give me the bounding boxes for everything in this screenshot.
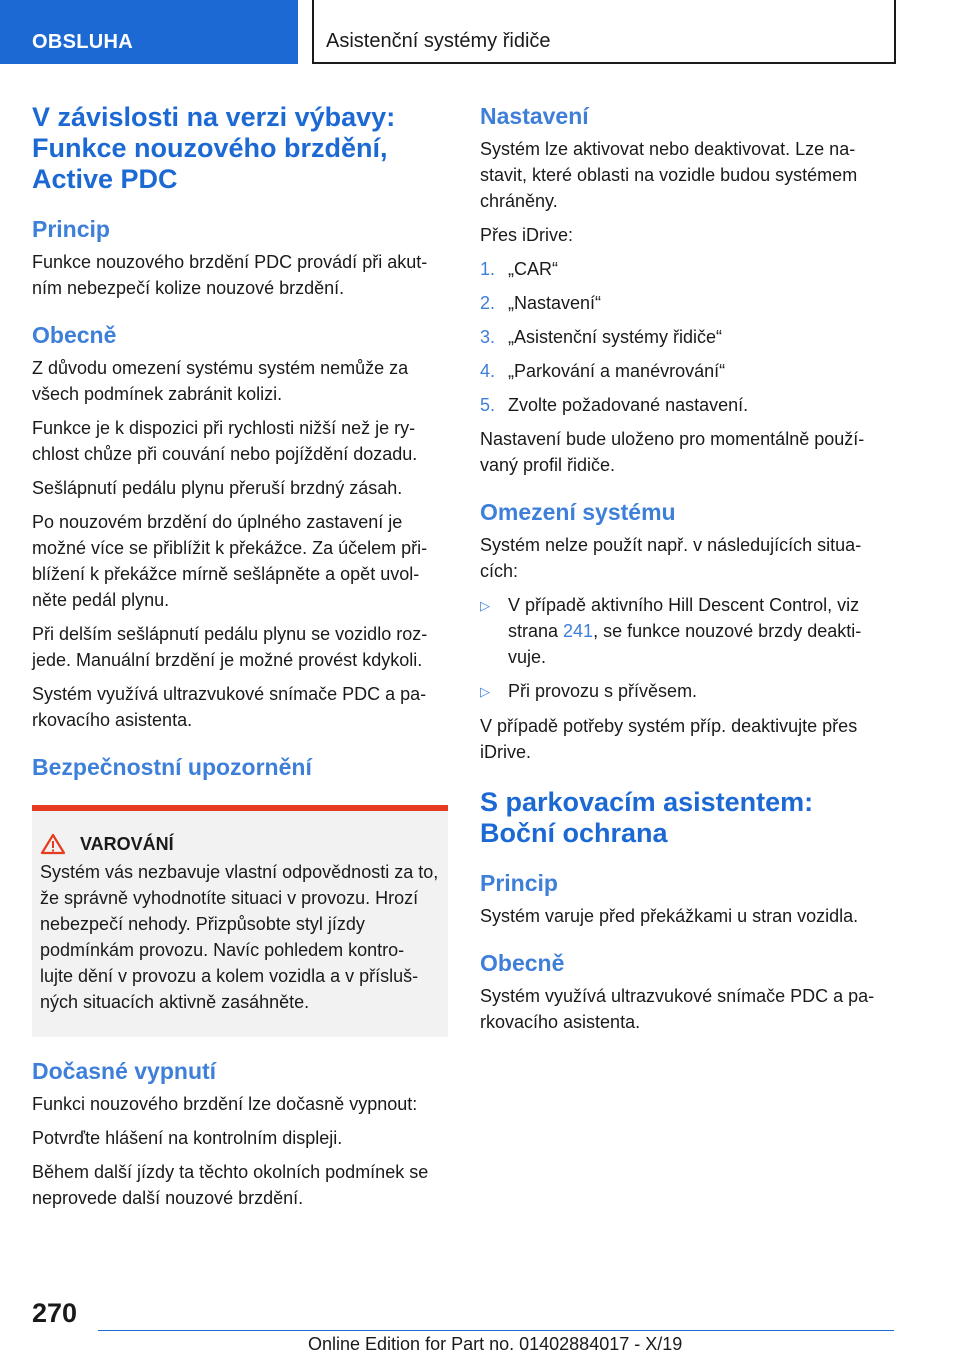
paragraph: Během další jízdy ta těchto okolních podmínek se neprovede další nouzové brzdění. [32, 1162, 429, 1208]
warning-box [32, 805, 448, 1037]
list-item: ▷ V případě aktivního Hill Descent Control, viz strana 241, se funkce nouzové brzdy deakti‐ vuje. [480, 592, 892, 670]
paragraph: Po nouzovém brzdění do úplného zastavení je možné více se přiblížit k překážce. Za účelem při‐ blížení k překážce mírně sešlápněte a opět uvol‐ něte pedál plynu. [32, 512, 428, 610]
list-item: 5. Zvolte požadované nastavení. [480, 395, 749, 415]
triangle-bullet-icon: ▷ [480, 598, 490, 613]
chapter-title: Asistenční systémy řidiče [312, 0, 896, 64]
paragraph: Systém využívá ultrazvukové snímače PDC a pa‐ rkovacího asistenta. [32, 684, 427, 730]
warning-text: Systém vás nezbavuje vlastní odpovědnosti za to, že správně vyhodnotíte situaci v provozu. Hrozí nebezpečí nehody. Přizpůsobte styl jízdy podmínkám provozu. Navíc pohledem kontro‐ lujte dění v provozu a kolem vozidla a v přísluš‐ ných situacích aktivně zasáhněte. [40, 862, 439, 1012]
heading-bezpecnost: Bezpečnostní upozornění [32, 754, 312, 780]
paragraph: Z důvodu omezení systému systém nemůže za všech podmínek zabránit kolizi. [32, 358, 409, 404]
heading-nastaveni: Nastavení [480, 103, 589, 129]
edition-text: Online Edition for Part no. 01402884017 - X/19 [308, 1334, 683, 1354]
bullet-list [480, 592, 892, 705]
left-column [32, 98, 448, 1219]
list-item: 1. „CAR“ [480, 259, 558, 279]
heading-obecne: Obecně [480, 950, 565, 976]
paragraph: Systém využívá ultrazvukové snímače PDC a pa‐ rkovacího asistenta. [480, 986, 875, 1032]
heading-princip: Princip [32, 216, 110, 242]
list-item: ▷ Při provozu s přívěsem. [480, 678, 892, 705]
heading-omezeni: Omezení systému [480, 499, 676, 525]
page-link[interactable]: 241 [563, 621, 594, 641]
main-heading: V závislosti na verzi výbavy: Funkce nouzového brzdění, Active PDC [32, 102, 396, 194]
paragraph: Systém lze aktivovat nebo deaktivovat. Lze na‐ stavit, které oblasti na vozidle budou systémem chráněny. [480, 139, 858, 211]
warning-triangle-icon [40, 833, 66, 855]
triangle-bullet-icon: ▷ [480, 684, 490, 699]
page-number: 270 [32, 1298, 78, 1328]
heading-princip: Princip [480, 870, 558, 896]
paragraph: V případě potřeby systém příp. deaktivujte přes iDrive. [480, 716, 858, 762]
footer-divider [98, 1330, 894, 1331]
heading-obecne: Obecně [32, 322, 117, 348]
page-header [0, 0, 960, 66]
warning-title: VAROVÁNÍ [40, 831, 440, 857]
paragraph: Funkce je k dispozici při rychlosti nižší než je ry‐ chlost chůze při couvání nebo pojíždění dozadu. [32, 418, 418, 464]
section-tab: OBSLUHA [0, 0, 298, 64]
paragraph: Při delším sešlápnutí pedálu plynu se vozidlo roz‐ jede. Manuální brzdění je možné provést kdykoli. [32, 624, 428, 670]
paragraph: Potvrďte hlášení na kontrolním displeji. [32, 1128, 343, 1148]
paragraph: Funkce nouzového brzdění PDC provádí při akut‐ ním nebezpečí kolize nouzové brzdění. [32, 252, 428, 298]
list-item: 3. „Asistenční systémy řidiče“ [480, 327, 723, 347]
main-heading: S parkovacím asistentem: Boční ochrana [480, 787, 814, 848]
paragraph: Systém nelze použít např. v následujících situa‐ cích: [480, 535, 862, 581]
list-item: 2. „Nastavení“ [480, 293, 602, 313]
paragraph: Sešlápnutí pedálu plynu přeruší brzdný zásah. [32, 478, 403, 498]
paragraph: Systém varuje před překážkami u stran vozidla. [480, 906, 859, 926]
paragraph: Nastavení bude uloženo pro momentálně použí‐ vaný profil řidiče. [480, 429, 865, 475]
list-item: 4. „Parkování a manévrování“ [480, 361, 726, 381]
paragraph: Funkci nouzového brzdění lze dočasně vypnout: [32, 1094, 418, 1114]
heading-docasne: Dočasné vypnutí [32, 1058, 217, 1084]
paragraph: Přes iDrive: [480, 225, 574, 245]
steps-list [480, 256, 892, 418]
right-column [480, 98, 892, 1043]
